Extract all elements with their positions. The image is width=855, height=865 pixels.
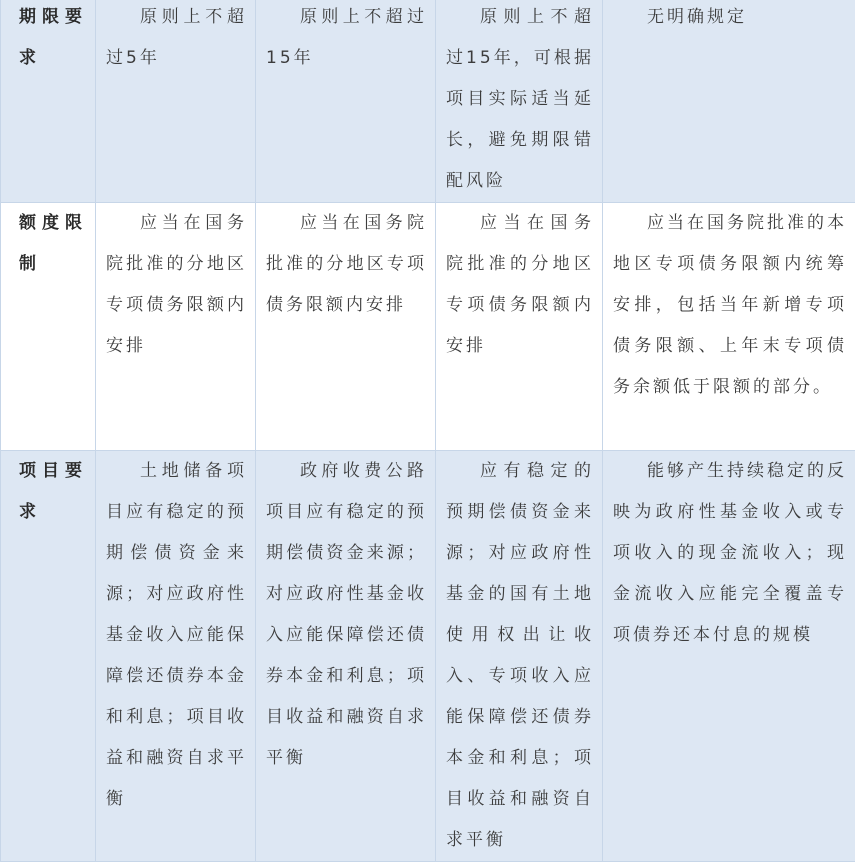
cell-toll-road-project: 政府收费公路项目应有稳定的预期偿债资金来源；对应政府性基金收入应能保障偿还债券本金和利息；项目收益和融资自求平衡 [256,451,436,862]
row-header-project: 项目要求 [1,451,96,862]
cell-toll-road-term: 原则上不超过15年 [256,0,436,203]
table-row-term [1,0,855,203]
cell-toll-road-quota: 应当在国务院批准的分地区专项债务限额内安排 [256,203,436,451]
cell-land-reserve-quota: 应当在国务院批准的分地区专项债务限额内安排 [96,203,256,451]
cell-project-bond-quota: 应当在国务院批准的本地区专项债务限额内统筹安排，包括当年新增专项债务限额、上年末专项债务余额低于限额的部分。 [603,203,855,451]
cell-shantytown-project: 应有稳定的预期偿债资金来源；对应政府性基金的国有土地使用权出让收入、专项收入应能保障偿还债券本金和利息；项目收益和融资自求平衡 [436,451,603,862]
row-header-quota: 额度限制 [1,203,96,451]
row-header-term: 期限要求 [1,0,96,203]
table-row-quota [1,203,855,451]
cell-land-reserve-term: 原则上不超过5年 [96,0,256,203]
cell-land-reserve-project: 土地储备项目应有稳定的预期偿债资金来源；对应政府性基金收入应能保障偿还债券本金和利息；项目收益和融资自求平衡 [96,451,256,862]
cell-shantytown-quota: 应当在国务院批准的分地区专项债务限额内安排 [436,203,603,451]
cell-shantytown-term: 原则上不超过15年，可根据项目实际适当延长，避免期限错配风险 [436,0,603,203]
cell-project-bond-term: 无明确规定 [603,0,855,203]
table-row-project [1,451,855,862]
cell-project-bond-project: 能够产生持续稳定的反映为政府性基金收入或专项收入的现金流收入；现金流收入应能完全覆盖专项债券还本付息的规模 [603,451,855,862]
